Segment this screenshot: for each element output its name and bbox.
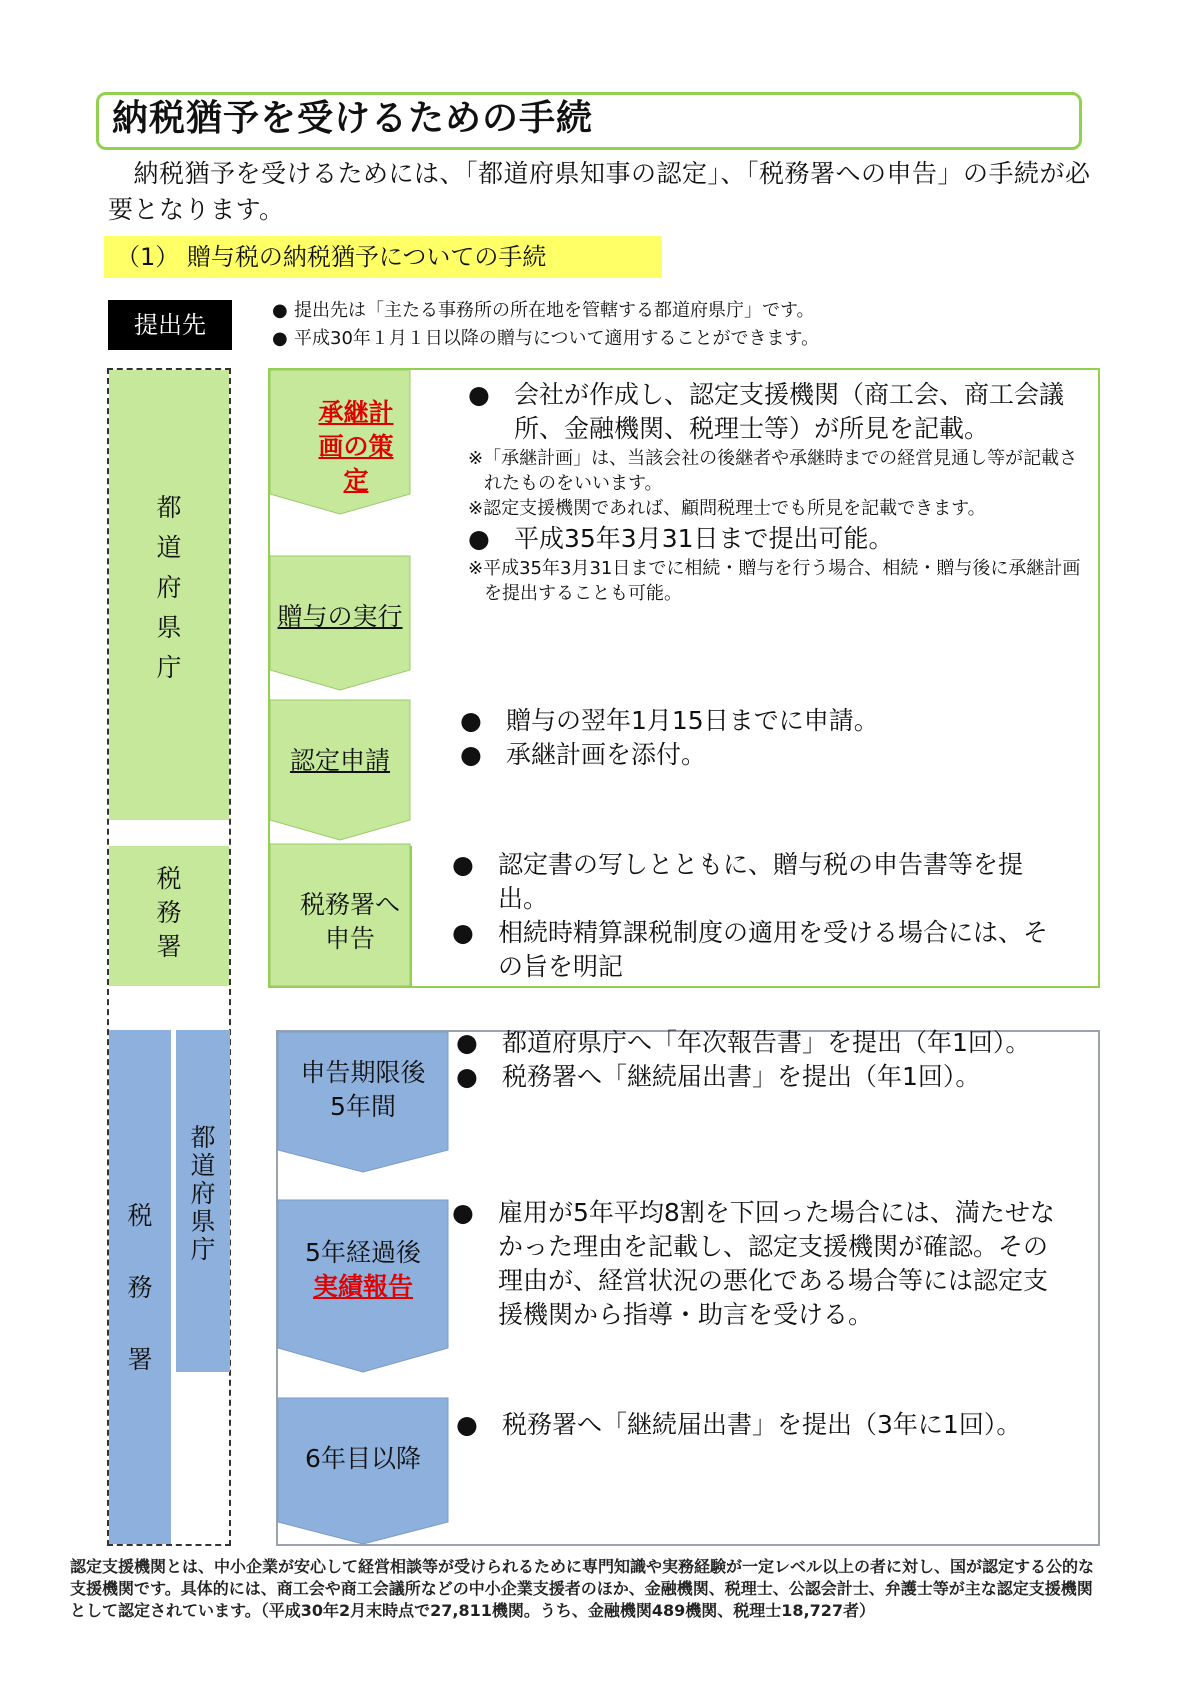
side-label-post-tax-office-text: 税務署: [127, 1201, 153, 1374]
row-separator: [410, 846, 412, 988]
step-tax-filing-label: 税務署へ申告: [299, 890, 400, 953]
side-label-prefecture: [109, 370, 229, 820]
list-item: ● 平成35年3月31日まで提出可能。: [468, 524, 894, 553]
post-step-6years-label: 6年目以降: [305, 1444, 421, 1473]
destination-note: ● 提出先は「主たる事務所の所在地を管轄する都道府県庁」です。: [272, 300, 815, 321]
list-item: ● 税務署へ「継続届出書」を提出（3年に1回）。: [456, 1410, 1022, 1439]
intro-paragraph: 納税猶予を受けるためには、「都道府県知事の認定」、「税務署への申告」の手続が必要となります。: [108, 159, 1091, 224]
step-plan-label: 承継計画の策定: [318, 398, 394, 495]
note: ※平成35年3月31日までに相続・贈与を行う場合、相続・贈与後に承継計画を提出することも可能。: [468, 558, 1081, 604]
side-label-post-prefecture: [176, 1030, 230, 1372]
side-label-post-tax-office: [109, 1030, 171, 1544]
list-item: ● 認定書の写しとともに、贈与税の申告書等を提出。: [452, 850, 1024, 913]
list-item: ● 相続時精算課税制度の適用を受ける場合には、その旨を明記: [452, 918, 1049, 981]
side-label-post-prefecture-text: 都道府県庁: [190, 1123, 216, 1264]
step-application-label: 認定申請: [289, 746, 390, 775]
note: ※認定支援機関であれば、顧問税理士でも所見を記載できます。: [468, 498, 986, 519]
note: ※「承継計画」は、当該会社の後継者や承継時までの経営見通し等が記載されたものをいいます。: [468, 448, 1078, 494]
page-title: 納税猶予を受けるための手続: [112, 98, 594, 139]
post-step-report-label: 5年経過後 実績報告: [305, 1238, 421, 1301]
list-item: ● 雇用が5年平均8割を下回った場合には、満たせなかった理由を記載し、認定支援機関が確認。その理由が、経営状況の悪化である場合等には認定支援機関から指導・助言を受ける。: [452, 1198, 1055, 1329]
list-item: ● 会社が作成し、認定支援機関（商工会、商工会議所、金融機関、税理士等）が所見を記載。: [468, 380, 1065, 443]
destination-note: ● 平成30年１月１日以降の贈与について適用することができます。: [272, 328, 820, 349]
side-label-tax-office-text: 税務署: [156, 864, 182, 961]
list-item: ● 承継計画を添付。: [460, 740, 707, 769]
list-item: ● 都道府県庁へ「年次報告書」を提出（年1回）。: [456, 1028, 1031, 1057]
side-label-prefecture-text: 都道府県庁: [156, 493, 182, 682]
post-step-5years-label: 申告期限後5年間: [300, 1058, 426, 1121]
destination-label: 提出先: [108, 300, 232, 350]
step-gift-label: 贈与の実行: [277, 602, 403, 631]
side-label-tax-office: [109, 846, 229, 986]
list-item: ● 贈与の翌年1月15日までに申請。: [460, 706, 879, 735]
footer-note: 認定支援機関とは、中小企業が安心して経営相談等が受けられるために専門知識や実務経験が一定レベル以上の者に対し、国が認定する公的な支援機関です。具体的には、商工会や商工会議所などの中小企業支援者のほか、金融機関、税理士、公認会計士、弁護士等が主な認定支援機関として認定されています。（平成30年2月末時点で27,811機関。うち、金融機関489機関、税理士18,727者）: [70, 1557, 1095, 1620]
list-item: ● 税務署へ「継続届出書」を提出（年1回）。: [456, 1062, 981, 1091]
section-heading: （1） 贈与税の納税猶予についての手続: [104, 236, 662, 278]
